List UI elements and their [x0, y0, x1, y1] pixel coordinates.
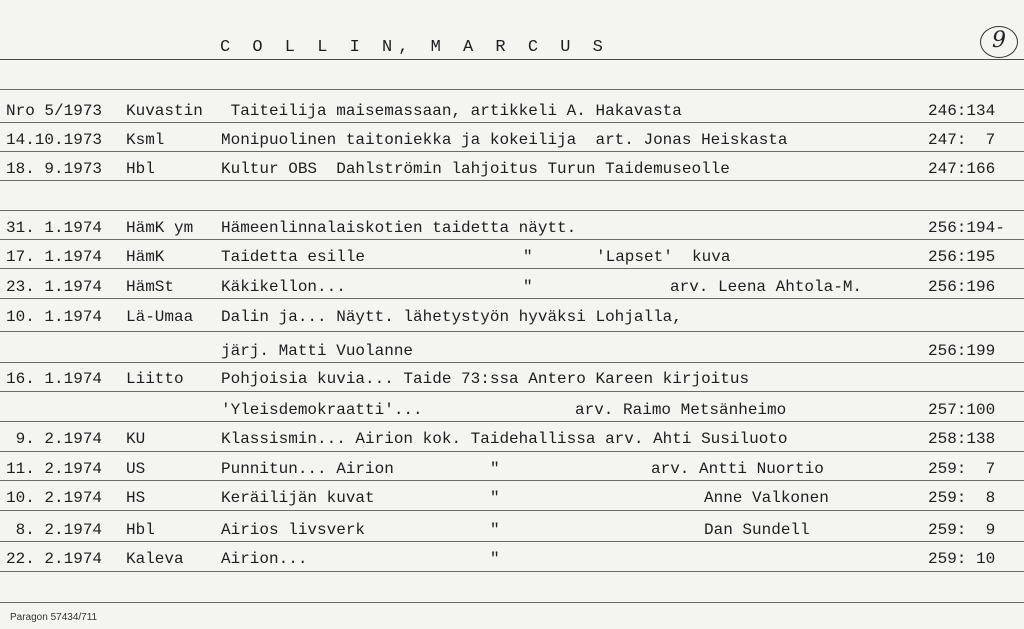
title-underline — [0, 59, 1024, 60]
entry-reference: 247: 7 — [928, 131, 996, 149]
entry-description: Hämeenlinnalaiskotien taidetta näytt. — [221, 219, 577, 237]
entry-reference: 256:199 — [928, 342, 996, 360]
bottom-rule — [0, 602, 1024, 603]
list-item — [0, 425, 1024, 454]
row-rule — [0, 571, 1024, 572]
entry-source: Ksml — [126, 131, 165, 149]
row-rule — [0, 122, 1024, 123]
entry-description: Airios livsverk — [221, 521, 366, 539]
entry-source: HS — [126, 489, 146, 507]
entry-source: HämSt — [126, 278, 175, 296]
ditto-mark: " — [490, 460, 500, 478]
entry-source: KU — [126, 430, 146, 448]
header-rule — [0, 89, 1024, 90]
row-rule — [0, 180, 1024, 181]
entry-reviewer: arv. Raimo Metsänheimo — [575, 401, 787, 419]
entry-note: 'Lapset' kuva — [596, 248, 731, 266]
entry-reference: 259: 10 — [928, 550, 996, 568]
row-rule — [0, 210, 1024, 211]
entry-description: Klassismin... Airion kok. Taidehallissa arv. Ahti Susiluoto — [221, 430, 788, 448]
entry-source: Lä-Umaa — [126, 308, 194, 326]
entry-description: Pohjoisia kuvia... Taide 73:ssa Antero Kareen kirjoitus — [221, 370, 750, 388]
entry-description: Taiteilija maisemassaan, artikkeli A. Hakavasta — [221, 102, 682, 120]
entry-source: Hbl — [126, 521, 155, 539]
entry-description: Kultur OBS Dahlströmin lahjoitus Turun Taidemuseolle — [221, 160, 730, 178]
list-item — [0, 303, 1024, 332]
card-title: C O L L I N, M A R C U S — [220, 38, 609, 57]
card-number-circled: 9 — [980, 26, 1018, 58]
entry-reference: 259: 8 — [928, 489, 996, 507]
entry-description: Taidetta esille — [221, 248, 366, 266]
entry-reference: 247:166 — [928, 160, 996, 178]
entry-date: 10. 2.1974 — [6, 489, 103, 507]
entry-description: Airion... — [221, 550, 308, 568]
row-rule — [0, 451, 1024, 452]
entry-source: HämK ym — [126, 219, 194, 237]
entry-source: HämK — [126, 248, 165, 266]
entry-reference: 257:100 — [928, 401, 996, 419]
list-item — [0, 545, 1024, 574]
entry-reviewer: arv. Leena Ahtola-M. — [670, 278, 863, 296]
entry-reference: 259: 9 — [928, 521, 996, 539]
entry-reviewer: Dan Sundell — [704, 521, 810, 539]
row-rule — [0, 268, 1024, 269]
entry-description: Monipuolinen taitoniekka ja kokeilija art. Jonas Heiskasta — [221, 131, 788, 149]
entry-reviewer: arv. Antti Nuortio — [651, 460, 824, 478]
entry-description: 'Yleisdemokraatti'... — [221, 401, 423, 419]
ditto-mark: " — [523, 248, 533, 266]
row-rule — [0, 298, 1024, 299]
entry-reference: 256:195 — [928, 248, 996, 266]
entry-source: Liitto — [126, 370, 184, 388]
entry-reviewer: Anne Valkonen — [704, 489, 829, 507]
entry-source: Kuvastin — [126, 102, 203, 120]
row-rule — [0, 151, 1024, 152]
entry-reference: 256:194- — [928, 219, 1005, 237]
entry-date: 16. 1.1974 — [6, 370, 103, 388]
entry-description: Punnitun... Airion — [221, 460, 394, 478]
row-rule — [0, 421, 1024, 422]
entry-reference: 258:138 — [928, 430, 996, 448]
row-rule — [0, 541, 1024, 542]
row-rule — [0, 480, 1024, 481]
entry-description: järj. Matti Vuolanne — [221, 342, 414, 360]
ditto-mark: " — [523, 278, 533, 296]
entry-date: 11. 2.1974 — [6, 460, 103, 478]
ditto-mark: " — [490, 550, 500, 568]
entry-source: US — [126, 460, 146, 478]
entry-date: 17. 1.1974 — [6, 248, 103, 266]
entry-date: 23. 1.1974 — [6, 278, 103, 296]
entry-date: 18. 9.1973 — [6, 160, 103, 178]
entry-date: 8. 2.1974 — [6, 521, 103, 539]
row-rule — [0, 362, 1024, 363]
row-rule — [0, 510, 1024, 511]
entry-description: Dalin ja... Näytt. lähetystyön hyväksi Lohjalla, — [221, 308, 682, 326]
entry-date: 22. 2.1974 — [6, 550, 103, 568]
ditto-mark: " — [490, 489, 500, 507]
form-footer: Paragon 57434/711 — [10, 612, 98, 623]
list-item — [0, 365, 1024, 394]
row-rule — [0, 331, 1024, 332]
list-item — [0, 484, 1024, 513]
entry-reference: 246:134 — [928, 102, 996, 120]
entry-date: 9. 2.1974 — [6, 430, 103, 448]
entry-date: 31. 1.1974 — [6, 219, 103, 237]
entry-description: Käkikellon... — [221, 278, 346, 296]
entry-date: Nro 5/1973 — [6, 102, 103, 120]
row-rule — [0, 391, 1024, 392]
ditto-mark: " — [490, 521, 500, 539]
entry-reference: 256:196 — [928, 278, 996, 296]
entry-date: 10. 1.1974 — [6, 308, 103, 326]
entry-description: Keräilijän kuvat — [221, 489, 375, 507]
entry-source: Hbl — [126, 160, 155, 178]
entry-date: 14.10.1973 — [6, 131, 103, 149]
entry-reference: 259: 7 — [928, 460, 996, 478]
row-rule — [0, 239, 1024, 240]
entry-source: Kaleva — [126, 550, 184, 568]
